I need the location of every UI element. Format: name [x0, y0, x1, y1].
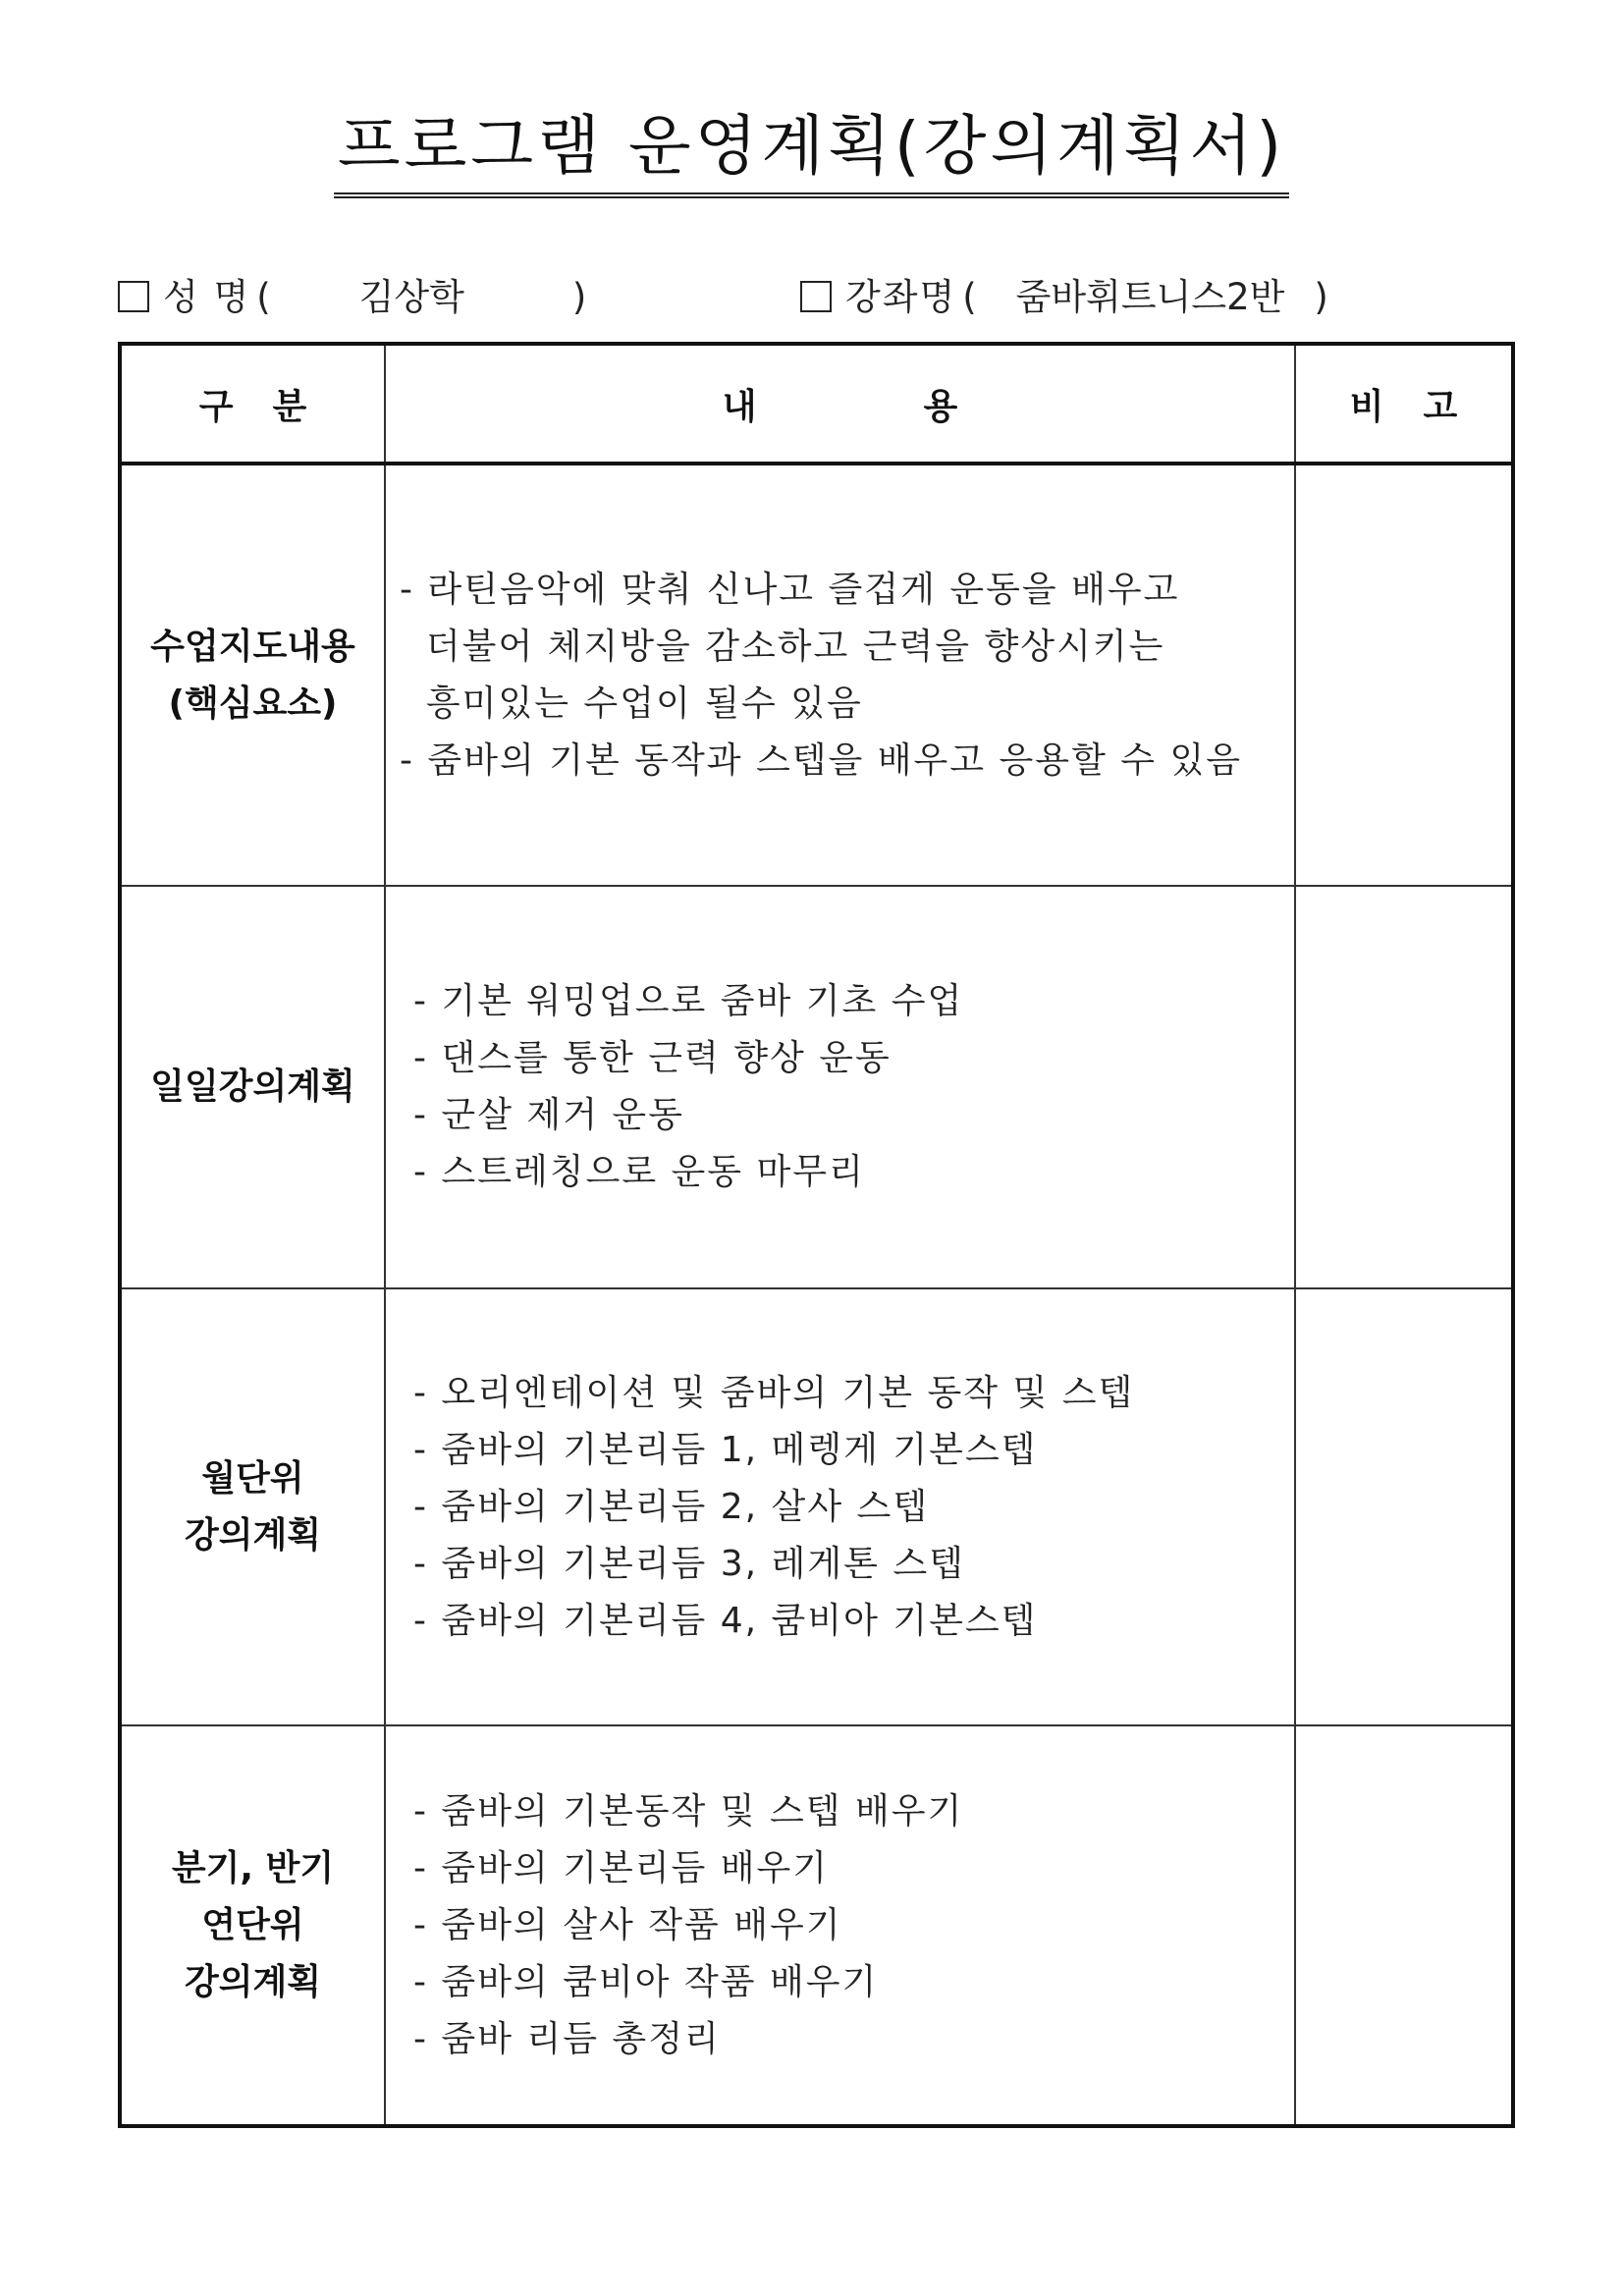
table-row: [120, 1725, 1513, 2126]
category-line: 수업지도내용: [150, 626, 355, 667]
header-category: [120, 344, 385, 464]
content-line: - 줌바의 쿰비아 작품 배우기: [413, 1961, 879, 2002]
content-line: 더불어 체지방을 감소하고 근력을 향상시키는: [400, 626, 1165, 667]
table-header-row: [120, 344, 1513, 464]
name-close-paren: ): [571, 276, 587, 318]
content-line: 흥미있는 수업이 될수 있음: [400, 683, 863, 724]
title-area: [0, 93, 1623, 198]
row-content: [385, 464, 1295, 886]
category-line: 강의계획: [184, 1961, 322, 2002]
header-content: [385, 344, 1295, 464]
checkbox-icon: [800, 281, 832, 312]
row-note: [1295, 464, 1513, 886]
instructor-name-field: [118, 267, 586, 320]
content-line: - 기본 워밍업으로 줌바 기초 수업: [413, 981, 964, 1021]
table-row: [120, 1288, 1513, 1725]
content-line: - 줌바 리듬 총정리: [413, 2018, 721, 2059]
table-row: [120, 464, 1513, 886]
course-label: 강좌명: [845, 276, 957, 318]
row-category: [120, 886, 385, 1288]
content-line: - 줌바의 기본 동작과 스텝을 배우고 응용할 수 있음: [400, 739, 1243, 781]
content-line: - 군살 제거 운동: [413, 1095, 684, 1135]
content-line: - 댄스를 통한 근력 향상 운동: [413, 1038, 892, 1078]
row-category: [120, 1288, 385, 1725]
header-note-label: 비고: [1349, 386, 1497, 427]
content-line: - 줌바의 기본리듬 배우기: [413, 1847, 830, 1888]
course-name: 줌바휘트니스2반: [1015, 276, 1285, 318]
content-line: - 줌바의 기본리듬 2, 살사 스텝: [413, 1486, 930, 1527]
category-line: 월단위: [201, 1457, 304, 1499]
lecture-plan-table: [118, 342, 1515, 2128]
name-open-paren: (: [256, 276, 271, 318]
category-line: (핵심요소): [168, 683, 338, 724]
category-line: 강의계획: [184, 1514, 322, 1556]
content-line: - 오리엔테이션 및 줌바의 기본 동작 및 스텝: [413, 1372, 1135, 1413]
table-row: [120, 886, 1513, 1288]
document-title: 프로그램 운영계획(강의계획서): [334, 93, 1289, 198]
category-line: 일일강의계획: [150, 1066, 355, 1107]
row-content: [385, 1725, 1295, 2126]
row-note: [1295, 886, 1513, 1288]
row-category: [120, 464, 385, 886]
course-open-paren: (: [962, 276, 977, 318]
content-line: - 줌바의 기본리듬 4, 쿰비아 기본스텝: [413, 1600, 1038, 1641]
row-note: [1295, 1725, 1513, 2126]
content-line: - 스트레칭으로 운동 마무리: [413, 1152, 865, 1192]
content-line: - 줌바의 살사 작품 배우기: [413, 1904, 842, 1945]
row-content: [385, 886, 1295, 1288]
course-close-paren: ): [1314, 276, 1328, 318]
checkbox-icon: [118, 281, 149, 312]
content-line: - 라틴음악에 맞춰 신나고 즐겁게 운동을 배우고: [400, 569, 1180, 610]
row-content: [385, 1288, 1295, 1725]
header-content-label: 내용: [722, 386, 1125, 427]
content-line: - 줌바의 기본리듬 1, 메렝게 기본스텝: [413, 1429, 1038, 1470]
content-line: - 줌바의 기본동작 및 스텝 배우기: [413, 1790, 964, 1831]
category-line: 연단위: [201, 1904, 304, 1945]
content-line: - 줌바의 기본리듬 3, 레게톤 스텝: [413, 1543, 965, 1584]
name-label: 성 명: [163, 276, 251, 318]
row-note: [1295, 1288, 1513, 1725]
category-line: 분기, 반기: [171, 1847, 335, 1888]
course-name-field: [800, 267, 1328, 320]
instructor-name: 김상학: [358, 276, 464, 318]
row-category: [120, 1725, 385, 2126]
header-category-label: 구분: [198, 386, 347, 427]
header-note: [1295, 344, 1513, 464]
